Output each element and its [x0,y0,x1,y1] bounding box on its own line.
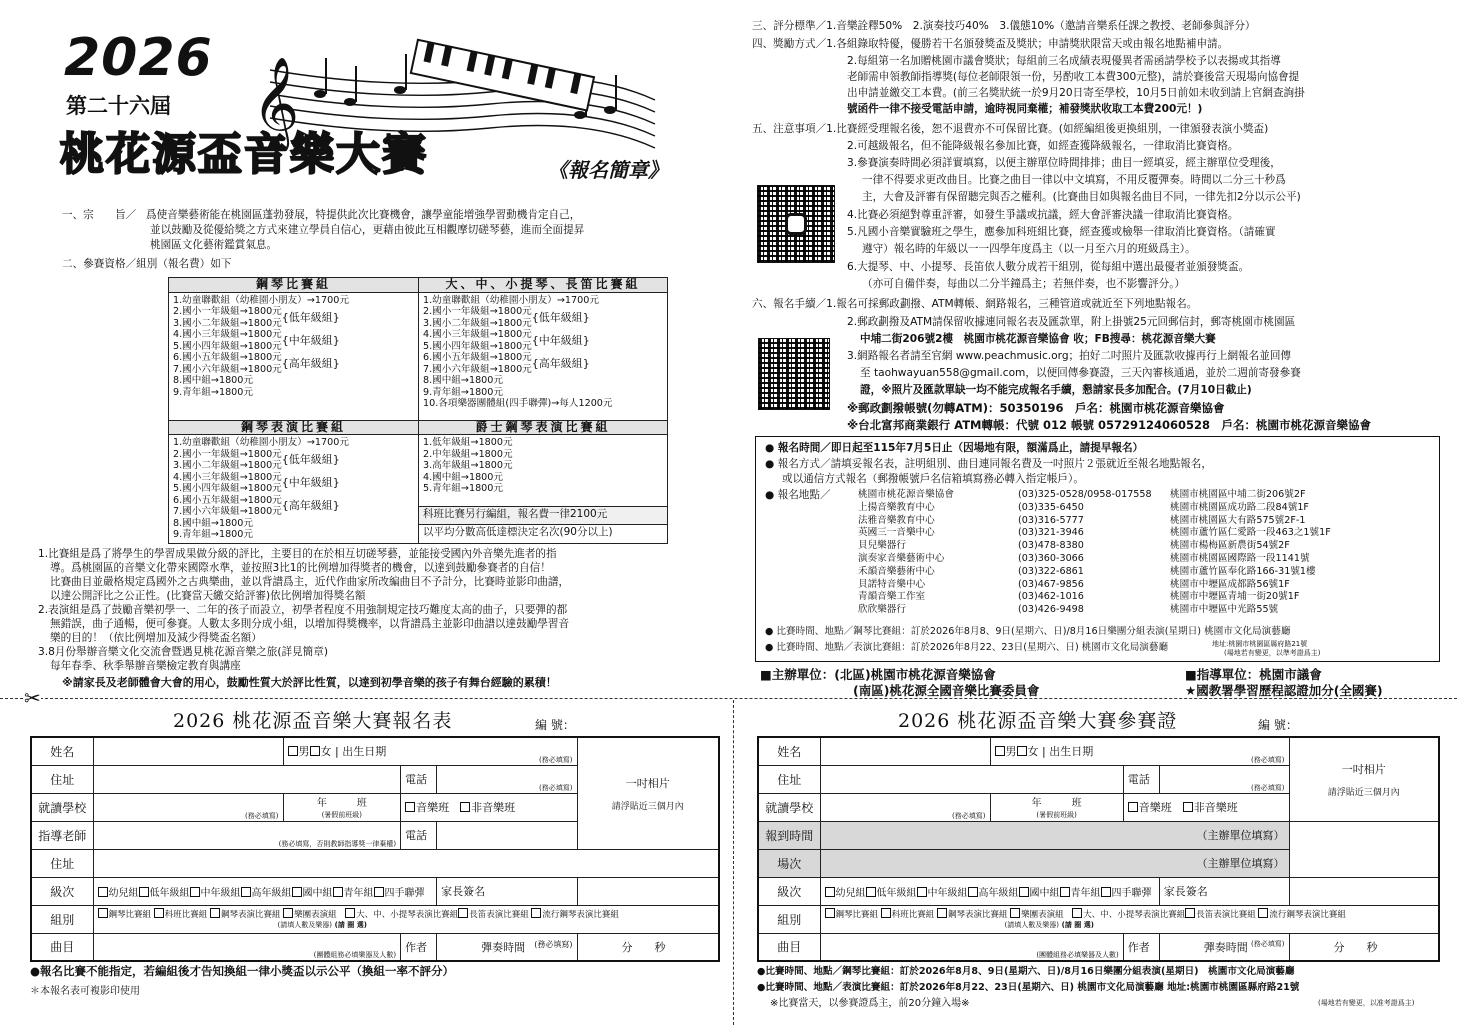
song-field[interactable]: (團體組務必填樂器及人數) [93,933,401,961]
note-line-9: 每年春季、秋季舉辦音樂檢定教育與講座 [50,660,241,672]
music-class-checkbox[interactable] [405,802,415,812]
notice-line-2: 2.可越級報名，但不能降級報名參加比賽，如經查獲降級報名，一律取消比賽資格。 [847,140,1239,152]
vertical-cut-line [733,700,734,1025]
year-title: 2026 [64,28,213,88]
card-footer-3: ※比賽當天，以參賽證爲主，前20分鐘入場※ [770,998,970,1009]
note-line-1: 1.比賽組是爲了將學生的學習成果做分級的評比，主要目的在於相互切磋琴藝，並能接受國內外音樂先進者的指 [38,548,557,560]
school-field[interactable]: (務必填寫) [93,793,283,821]
card-group-options[interactable]: 鋼琴比賽組 科班比賽組 鋼琴表演比賽組 樂團表演組 大、中、小提琴表演比賽組 長笛表演比賽組 流行鋼琴表演比賽組 (請填人數及樂器) (請 圈 選) [820,905,1439,933]
note-line-5: 2.表演組是爲了鼓勵音樂初學一、二年的孩子而設立，初學者程度不用強制規定技巧難度太高的曲子，只要彈的都 [38,604,568,616]
address-field[interactable] [93,765,401,793]
postal-account: ※郵政劃撥帳號(勿轉ATM)：50350196 戶名：桃園市桃花源音樂協會 [847,401,1225,415]
card-footer-4: (場地若有變更，以准考證爲主) [1318,999,1415,1007]
card-name-field[interactable] [820,737,990,765]
instagram-icon [785,213,807,235]
place-name: 法雅音樂教育中心 [858,514,935,526]
place-name: 青韻音樂工作室 [858,591,926,603]
session-field: （主辦單位填寫） [820,849,1289,877]
notice-line-3: 3.參賽演奏時間必須詳實填寫，以便主辦單位時間排排；曲目一經填妥，經主辦單位受理後， [847,157,1281,169]
appeal-note: ※請家長及老師體會大會的用心，鼓勵性質大於評比性質，以達到初學音樂的孩子有舞台經驗的累積！ [62,676,557,689]
award-line-5: 號函件一律不接受電話申請，逾時視同棄權；補發獎狀收取工本費200元！) [847,103,1203,115]
award-line-3: 老師需申領教師指導獎(每位老師限領一份，另酌收工本費300元整)，請於賽後當天現場向協會提 [847,71,1300,83]
teacher-phone-field[interactable] [437,821,577,849]
card-footer-2: ●比賽時間、地點／表演比賽組：訂於2026年8月22、23日(星期六、日) 桃園市文化局演藝廳 地址:桃園市桃園區縣府路21號 [757,982,1300,993]
level-options[interactable]: 幼兒組 低年級組 中年級組 高年級組 國中組 青年組 四手聯彈 [93,877,437,905]
jazz-title: 爵士鋼琴表演比賽組 [419,420,668,435]
participation-card: 姓名 男 女 | 出生日期 (務必填寫) 一吋相片 請浮貼近三個月內 住址 電話 (務必填寫) 就讀學校 (務必填寫) 年 班 (暑假前班級) 音樂班 非音樂班 報到時間 （主辦單位填寫） 場次 （主辦單位填寫） 級次 幼兒組 低年級組 中年級組 高年級組 國中組 青年組 四手聯彈 家長簽名 組別 鋼琴比賽組 科班比賽組 鋼琴表演比賽組 樂團表演組 大、中、小提琴表演比賽組 長笛表演比賽組 流行鋼琴表演比賽組 (請填人數及樂器) (請 圈 選) 曲目 (團體組務必填樂器及人數) 作者 (務必填寫) 彈奏時間 分 秒 [757,736,1440,962]
piano-keys-icon [411,40,594,111]
organizer-south: (南區)桃花源全國音樂比賽委員會 [853,683,1040,698]
score-note: 以平均分數高低達標決定名次(90分以上) [419,525,668,543]
card-title: 2026 桃花源盃音樂大賽參賽證 [898,710,1178,732]
note-line-4: 以達公開評比之公正性。(比賽當天繳交給評審)依比例增加得獎名額 [50,590,366,602]
group-options[interactable]: 鋼琴比賽組 科班比賽組 鋼琴表演比賽組 樂團表演組 大、中、小提琴表演比賽組 長笛表演比賽組 流行鋼琴表演比賽組 (請填人數及樂器) (請 圈 選) [93,905,719,933]
website-qr-code[interactable] [758,338,830,410]
notice-line-5: 主，大會及評審有保留聽完與否之權利。(比賽曲目如與報名曲目不同，一律先扣2分以示公平) [862,191,1301,203]
signup-line-5: 至 taohwayuan558@gmail.com，以便回傳參賽證，三天內審核通過，並於二週前寄發參賽 [860,367,1301,379]
card-composer-field[interactable]: (務必填寫) 彈奏時間 [1159,933,1289,961]
phone-field[interactable]: (務必填寫) [437,765,577,793]
notice-line-8: 遵守）報名時的年級以一一四學年度爲主（以一月至六月的班級爲主）。 [862,243,1196,255]
signup-line-6: 證，※照片及匯款單缺一均不能完成報名手續，懇請家長多加配合。(7月10日截止) [860,384,1252,396]
competition-time-show: ● 比賽時間、地點／表演比賽組：訂於2026年8月22、23日(星期六、日) 桃園市文化局演藝廳 [765,642,1169,653]
purpose-line-3: 桃園區文化藝術鑑賞氣息。 [150,239,278,251]
purpose-label: 一、宗 旨／ [62,209,137,221]
card-song-field[interactable]: (團體組務必填樂器及人數) [820,933,1123,961]
venue-address: 地址:桃園市桃園區縣府路21號 [1212,640,1308,648]
registration-time: ● 報名時間／即日起至115年7月5日止（因場地有限，額滿爲止，請提早報名） [765,442,1144,454]
jazz-list: 1.低年級組→1800元 2.中年級組→1800元 3.高年級組→1800元 4.國中組→1800元 5.青年組→1800元 [419,435,668,507]
scoring-standard: 三、評分標準／1.音樂詮釋50% 2.演奏技巧40% 3.儀態10%（邀請音樂系任課之教授、老師參與評分） [752,20,1256,32]
notice-line-4: 一律不得要求更改曲目。比賽之曲目一律以中文填寫，不用反覆彈奏。時間以二分三十秒爲 [862,174,1286,186]
registration-method-1: ● 報名方式／請填妥報名表，註明組別、曲目連同報名費及一吋照片２張就近至報名地點報名， [765,458,1212,470]
registration-places-label: ● 報名地點／ [765,489,831,501]
place-name: 英國三一音樂中心 [858,527,935,539]
form-number-label: 編 號： [535,718,575,732]
signup-line-3: 中埔二街206號2樓 桃園市桃花源音樂協會 收；FB搜尋：桃花源音樂大賽 [860,333,1216,345]
strings-group-title: 大、中、小提琴、長笛比賽組 [419,278,668,293]
main-title: 桃花源盃音樂大賽 [60,129,428,180]
card-school-field[interactable]: (務必填寫) [820,793,990,821]
edition-label: 第二十六屆 [66,94,171,118]
female-checkbox[interactable] [310,746,320,756]
scissors-icon: ✂ [24,686,41,710]
signup-line-4: 3.網路報名者請至官網 www.peachmusic.org；拍好二吋照片及匯款收據再行上網報名並回傳 [847,350,1292,362]
place-name: 桃園市桃花源音樂協會 [858,489,954,500]
birth-field[interactable]: (務必填寫) [437,737,577,765]
male-checkbox[interactable] [288,746,298,756]
supervisor: ■指導單位：桃園市議會 [1185,667,1322,682]
eligibility-heading: 二、參賽資格／組別（報名費）如下 [62,258,232,270]
purpose-line-2: 並以鼓勵及從優給獎之方式來建立學員自信心，更藉由彼此互相觀摩切磋琴藝，進而全面提昇 [150,224,585,236]
cut-line [0,698,1457,699]
note-line-2: 導。爲桃園區的音樂文化帶來國際水準，並按照3比1的比例增加得獎者的機會，以達到鼓勵參賽者的自信！ [50,562,551,574]
piano-show-list: 1.幼童聯歡組（幼稚園小朋友）→1700元 2.國小一年級組→1800元 3.國小二年級組→1800元 {低年級組} 4.國小三年級組→1800元 5.國小四年級組→1800元 {中年級組} 6.國小五年級組→1800元 7.國小六年級組→1800元 {高年級組} 8.國中組→1800元 9.青年組→1800元 [169,435,419,544]
card-photo-area[interactable]: 一吋相片 請浮貼近三個月內 [1289,737,1439,821]
place-name: 禾韻音樂藝術中心 [858,565,935,577]
non-music-class-checkbox[interactable] [460,802,470,812]
purpose-line-1: 爲使音樂藝術能在桃園區蓬勃發展，特提供此次比賽機會，讓學童能增強學習動機肯定自己， [146,209,581,221]
note-line-3: 比賽曲目並嚴格規定爲國外之古典樂曲，並以背譜爲主，近代作曲家所改編曲目不予計分，比賽時並影印曲譜， [50,576,570,588]
place-name: 貝兒樂器行 [858,540,906,552]
signup-line-1: 六、報名手續／1.報名可採郵政劃撥、ATM轉帳、網路報名，三種管道或就近至下列地點報名。 [752,298,1198,310]
application-form: 姓名 男 女 | 出生日期 (務必填寫) 一吋相片 請浮貼近三個月內 住址 電話 (務必填寫) 就讀學校 (務必填寫) 年 班 (暑假前班級) 音樂班 非音樂班 指導老師 (務必填寫，否則教師指導獎一律棄權) 電話 住址 級次 幼兒組 低年級組 中年級組 高年級組 國中組 青年組 四手聯彈 家長簽名 組別 鋼琴比賽組 科班比賽組 鋼琴表演比賽組 樂團表演組 大、中、小提琴表演比賽組 長笛表演比賽組 流行鋼琴表演比賽組 (請填人數及樂器) (請 圈 選) 曲目 (團體組務必填樂器及人數) 作者 (務必填寫) 彈奏時間 分 秒 [30,736,720,962]
form-footer-1: ●報名比賽不能指定，若編組後才告知換組一律小獎盃以示公平（換組一率不評分） [30,964,455,978]
registration-method-2: 或以通信方式報名（郵撥帳號戶名信箱填寫務必轉入指定帳戶）。 [782,473,1084,485]
organizer-north: ■主辦單位：(北區)桃園市桃花源音樂協會 [760,667,996,682]
treble-clef-icon: 𝄞 [252,56,300,149]
grade-class-field[interactable]: 年 班 (暑假前班級) [283,793,401,821]
award-line-4: 出申請並繳交工本費。(前三名獎狀統一於9月20日寄至學校，10月5日前如未收到請上官網查詢掛 [847,87,1305,99]
report-time-field: （主辦單位填寫） [820,821,1289,849]
place-name: 貝諾特音樂中心 [858,578,926,590]
place-name: 上揚音樂教育中心 [858,501,935,513]
strings-group-list: 1.幼童聯歡組（幼稚園小朋友）→1700元 2.國小一年級組→1800元 3.國小二年級組→1800元 {低年級組} 4.國小三年級組→1800元 5.國小四年級組→1800元 {中年級組} 6.國小五年級組→1800元 7.國小六年級組→1800元 {高年級組} 8.國中組→1800元 9.青年組→1800元 10.各項樂器團體組(四手聯彈)→每人1200元 [419,292,668,420]
competition-time-piano: ● 比賽時間、地點／鋼琴比賽組：訂於2026年8月8、9日(星期六、日)/8月16日樂團分組表演(星期日) 桃園市文化局演藝廳 [765,626,1291,637]
teacher-field[interactable]: (務必填寫，否則教師指導獎一律棄權) [93,821,401,849]
notice-line-10: （亦可自備伴奏，每曲以二分半鐘爲主；若無伴奏，也不影響評分。） [862,278,1186,290]
composer-field[interactable]: (務必填寫) 彈奏時間 [437,933,577,961]
fee-table [168,277,668,544]
name-field[interactable] [93,737,283,765]
photo-area[interactable]: 一吋相片 請浮貼近三個月內 [577,737,719,849]
note-line-6: 無錯誤，曲子通暢，便可參賽。人數太多則分成小組，以增加得獎機率，以背譜爲主並影印曲譜以達鼓勵學習音 [50,618,570,630]
brochure-label: 《報名簡章》 [548,158,668,182]
notice-line-7: 5.凡國小音樂實驗班之學生，應參加科班組比賽，經查獲或檢舉一律取消比賽資格。（請確實 [847,226,1276,238]
piano-group-title: 鋼琴比賽組 [169,278,419,293]
signup-line-2: 2.郵政劃撥及ATM請保留收據連同報名表及匯款單，附上掛號25元回郵信封，郵寄桃園市桃園區 [847,316,1296,328]
piano-group-list: 1.幼童聯歡組（幼稚園小朋友）→1700元 2.國小一年級組→1800元 3.國小二年級組→1800元 {低年級組} 4.國小三年級組→1800元 5.國小四年級組→1800元 {中年級組} 6.國小五年級組→1800元 7.國小六年級組→1800元 {高年級組} 8.國中組→1800元 9.青年組→1800元 [169,292,419,420]
form-title: 2026 桃花源盃音樂大賽報名表 [173,710,453,732]
duration-field[interactable]: 分 秒 [577,933,719,961]
card-duration-field[interactable]: 分 秒 [1289,933,1439,961]
notice-line-9: 6.大提琴、中、小提琴、長笛依人數分成若干組別，從每組中選出最優者並頒發獎盃。 [847,261,1250,273]
card-number-label: 編 號： [1258,718,1298,732]
form-footer-2: ＊本報名表可複影印使用 [30,986,140,997]
piano-show-title: 鋼琴表演比賽組 [169,420,419,435]
music-staff-decoration [240,30,660,150]
award-line-1: 四、獎勵方式／1.各組錄取特優，優勝若干名頒發獎盃及獎狀；申請獎狀限當天或由報名地點補申請。 [752,38,1229,50]
card-signature-field[interactable] [1289,877,1439,905]
award-line-2: 2.每組第一名加贈桃園市議會獎狀；每組前三名成績表現優異者需函請學校予以表揚或其指導 [847,55,1281,67]
notice-line-1: 五、注意事項／1.比賽經受理報名後，恕不退費亦不可保留比賽。(如經編組後更換組別，一律頒發表演小獎盃) [752,123,1269,135]
class-fee-note: 科班比賽另行編組，報名費一律2100元 [419,507,668,525]
card-footer-1: ●比賽時間、地點／鋼琴比賽組：訂於2026年8月8、9日(星期六、日)/8月16日樂團分組表演(星期日) 桃園市文化局演藝廳 [757,966,1295,977]
place-name: 欣欣樂器行 [858,604,906,616]
teacher-address-field[interactable] [93,849,719,877]
note-line-8: 3.8月份舉辦音樂文化交流會暨遇見桃花源音樂之旅(詳見簡章) [38,646,328,658]
venue-change-note: (場地若有變更，以準考證爲主) [1224,649,1321,657]
card-level-options[interactable]: 幼兒組 低年級組 中年級組 高年級組 國中組 青年組 四手聯彈 [820,877,1159,905]
place-name: 演奏家音樂藝術中心 [858,552,945,564]
card-address-field[interactable] [820,765,1123,793]
bank-account: ※台北富邦商業銀行 ATM轉帳：代號 012 帳號 05729124060528 戶名：桃園市桃花源音樂協會 [847,418,1372,432]
parent-signature-field[interactable] [577,877,719,905]
notice-line-6: 4.比賽必須絕對尊重評審，如發生爭議或抗議，經大會評審決議一律取消比賽資格。 [847,209,1239,221]
note-line-7: 樂的目的！（依比例增加及減少得獎盃名額） [50,632,262,644]
registration-places-list: 桃園市桃花源音樂協會 (03)325-0528/0958-017558 桃園市桃園區中埔二街206號2F 上揚音樂教育中心 (03)335-6450 桃園市桃園區成功路二段84號1F 法雅音樂教育中心 (03)316-5777 桃園市桃園區大有路575號2F-1 英國三一音樂中心 (03)321-3946 桃園市蘆竹區仁愛路一段463之1號1F 貝兒樂器行 (03)478-8380 桃園市楊梅區新農街54號2F 演奏家音樂藝術中心 (03)360-3066 桃園市桃園區國際路一段1141號 禾韻音樂藝術中心 (03)322-6861 桃園市蘆竹區奉化路166-31號1樓 貝諾特音樂中心 (03)467-9856 桃園市中壢區成都路56號1F 青韻音樂工作室 (03)462-1016 桃園市中壢區青埔一街20號1F 欣欣樂器行 (03)426-9498 桃園市中壢區中光路55號 [858,489,1331,616]
certification-note: ★國教署學習歷程認證加分(全國賽) [1185,683,1383,698]
